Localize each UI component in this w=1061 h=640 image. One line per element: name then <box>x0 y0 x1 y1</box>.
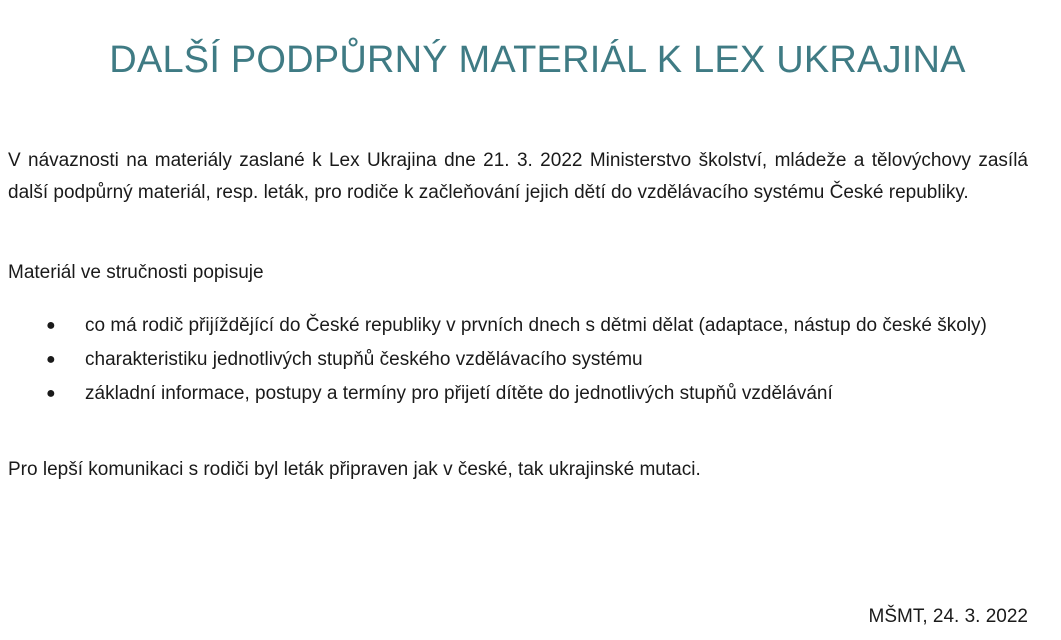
list-item <box>8 345 1028 375</box>
document-title: DALŠÍ PODPŮRNÝ MATERIÁL K LEX UKRAJINA <box>109 39 966 81</box>
list-item-text: charakteristiku jednotlivých stupňů českého vzdělávacího systému <box>85 349 643 370</box>
bullet-icon: ● <box>46 385 56 402</box>
summary-bullet-list <box>8 311 1028 413</box>
list-item <box>8 311 1028 341</box>
closing-paragraph: Pro lepší komunikaci s rodiči byl leták připraven jak v české, tak ukrajinské mutaci. <box>8 459 701 480</box>
list-item <box>8 379 1028 409</box>
bullet-icon: ● <box>46 317 56 334</box>
summary-lead-paragraph: Materiál ve stručnosti popisuje <box>8 262 264 283</box>
list-item-text: co má rodič přijíždějící do České republiky v prvních dnech s dětmi dělat (adaptace, nástup do české školy) <box>85 315 987 336</box>
list-item-text: základní informace, postupy a termíny pro přijetí dítěte do jednotlivých stupňů vzdělávání <box>85 383 833 404</box>
intro-paragraph: V návaznosti na materiály zaslané k Lex Ukrajina dne 21. 3. 2022 Ministerstvo školství, mládeže a tělovýchovy zasílá další podpůrný materiál, resp. leták, pro rodiče k začleňování jejich dětí do vzdělávacího systému České republiky. <box>8 150 1028 203</box>
signature-date: MŠMT, 24. 3. 2022 <box>868 606 1028 627</box>
bullet-icon: ● <box>46 351 56 368</box>
